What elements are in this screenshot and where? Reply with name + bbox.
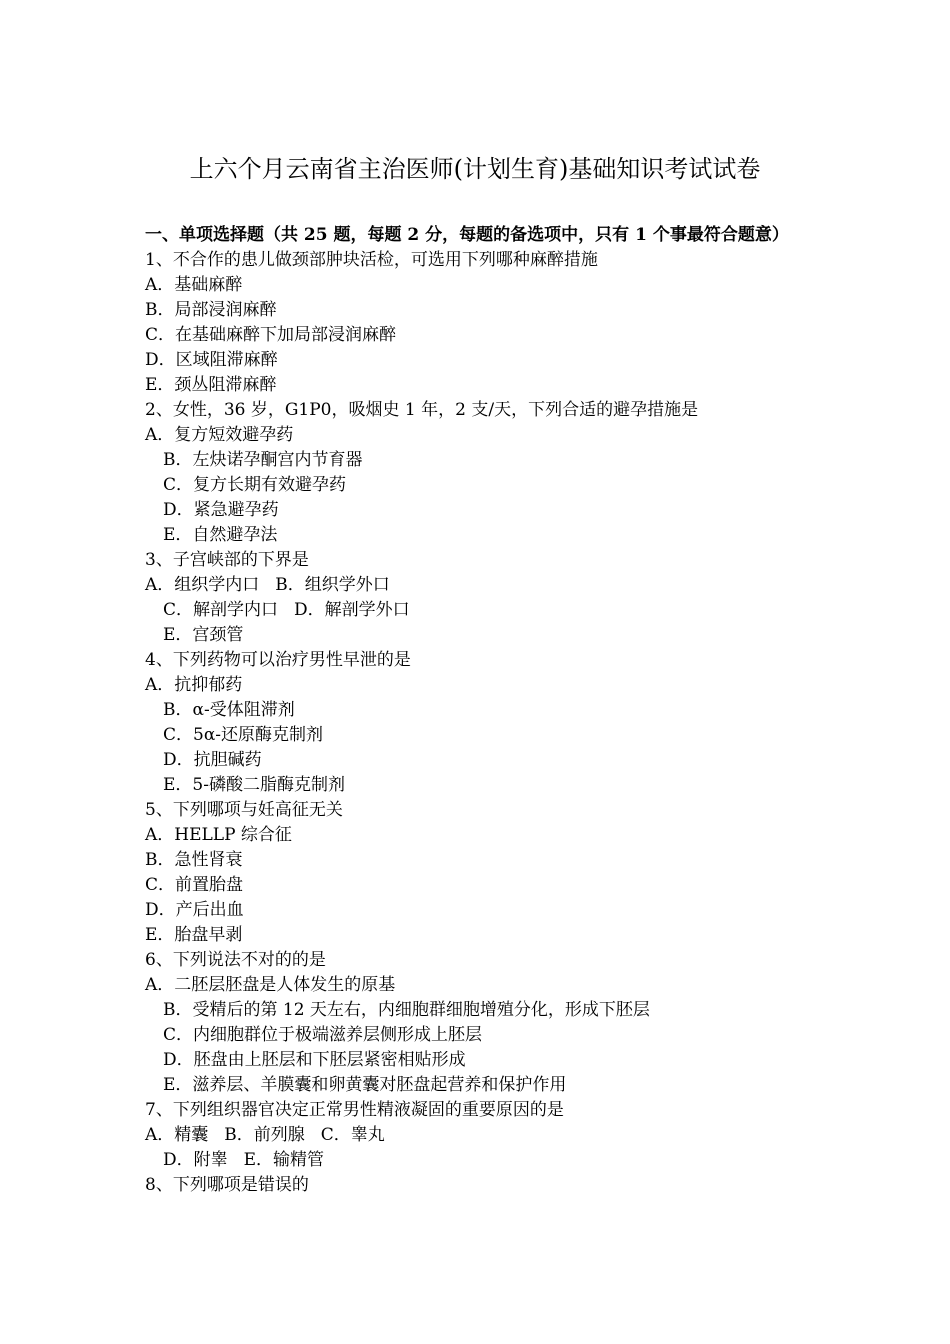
answer-option: E．胎盘早剥 [145,925,243,945]
question-stem: 1、不合作的患儿做颈部肿块活检，可选用下列哪种麻醉措施 [145,250,598,270]
answer-option: A．精囊 [145,1125,209,1145]
question-stem: 4、下列药物可以治疗男性早泄的是 [145,650,411,670]
answer-option: A．组织学内口 [145,575,260,595]
answer-option: D．产后出血 [145,900,244,920]
answer-option: B．急性肾衰 [145,850,243,870]
answer-option: E．输精管 [243,1150,325,1170]
answer-option: B．局部浸润麻醉 [145,300,277,320]
answer-option: B．组织学外口 [275,575,390,595]
answer-option: B．α-受体阻滞剂 [163,700,295,720]
question-stem: 5、下列哪项与妊高征无关 [145,800,343,820]
answer-option: A．二胚层胚盘是人体发生的原基 [145,975,396,995]
answer-option-row [145,1123,815,1148]
answer-option: E．5-磷酸二脂酶克制剂 [163,775,345,795]
answer-option: A．HELLP 综合征 [145,825,292,845]
answer-option: C．复方长期有效避孕药 [163,475,347,495]
section-heading: 一、单项选择题（共 25 题，每题 2 分，每题的备选项中，只有 1 个事最符合题意） [145,225,789,245]
question-stem: 6、下列说法不对的的是 [145,950,326,970]
answer-option: D．附睾 [163,1150,228,1170]
answer-option: A．抗抑郁药 [145,675,243,695]
document-body [145,223,815,1198]
answer-option: D．解剖学外口 [294,600,410,620]
answer-option: B．左炔诺孕酮宫内节育器 [163,450,363,470]
answer-option: D．区域阻滞麻醉 [145,350,278,370]
answer-option: C．前置胎盘 [145,875,244,895]
question-stem: 8、下列哪项是错误的 [145,1175,309,1195]
answer-option: D．胚盘由上胚层和下胚层紧密相贴形成 [163,1050,466,1070]
answer-option: C．5α-还原酶克制剂 [163,725,324,745]
answer-option: E．滋养层、羊膜囊和卵黄囊对胚盘起营养和保护作用 [163,1075,567,1095]
answer-option: A．复方短效避孕药 [145,425,294,445]
answer-option-row [145,573,815,598]
answer-option: C．在基础麻醉下加局部浸润麻醉 [145,325,397,345]
answer-option: E．颈丛阻滞麻醉 [145,375,277,395]
question-stem: 7、下列组织器官决定正常男性精液凝固的重要原因的是 [145,1100,564,1120]
answer-option: E．宫颈管 [163,625,244,645]
answer-option-row [145,1148,815,1173]
answer-option: C．解剖学内口 [163,600,279,620]
answer-option: B．受精后的第 12 天左右，内细胞群细胞增殖分化，形成下胚层 [163,1000,650,1020]
question-stem: 2、女性，36 岁，G1P0，吸烟史 1 年，2 支/天，下列合适的避孕措施是 [145,400,699,420]
answer-option: A．基础麻醉 [145,275,243,295]
question-stem: 3、子宫峡部的下界是 [145,550,309,570]
document-title: 上六个月云南省主治医师(计划生育)基础知识考试试卷 [189,155,761,183]
answer-option: E．自然避孕法 [163,525,278,545]
answer-option: C．睾丸 [320,1125,385,1145]
answer-option-row [145,598,815,623]
answer-option: B．前列腺 [224,1125,305,1145]
answer-option: D．抗胆碱药 [163,750,262,770]
answer-option: C．内细胞群位于极端滋养层侧形成上胚层 [163,1025,483,1045]
answer-option: D．紧急避孕药 [163,500,279,520]
